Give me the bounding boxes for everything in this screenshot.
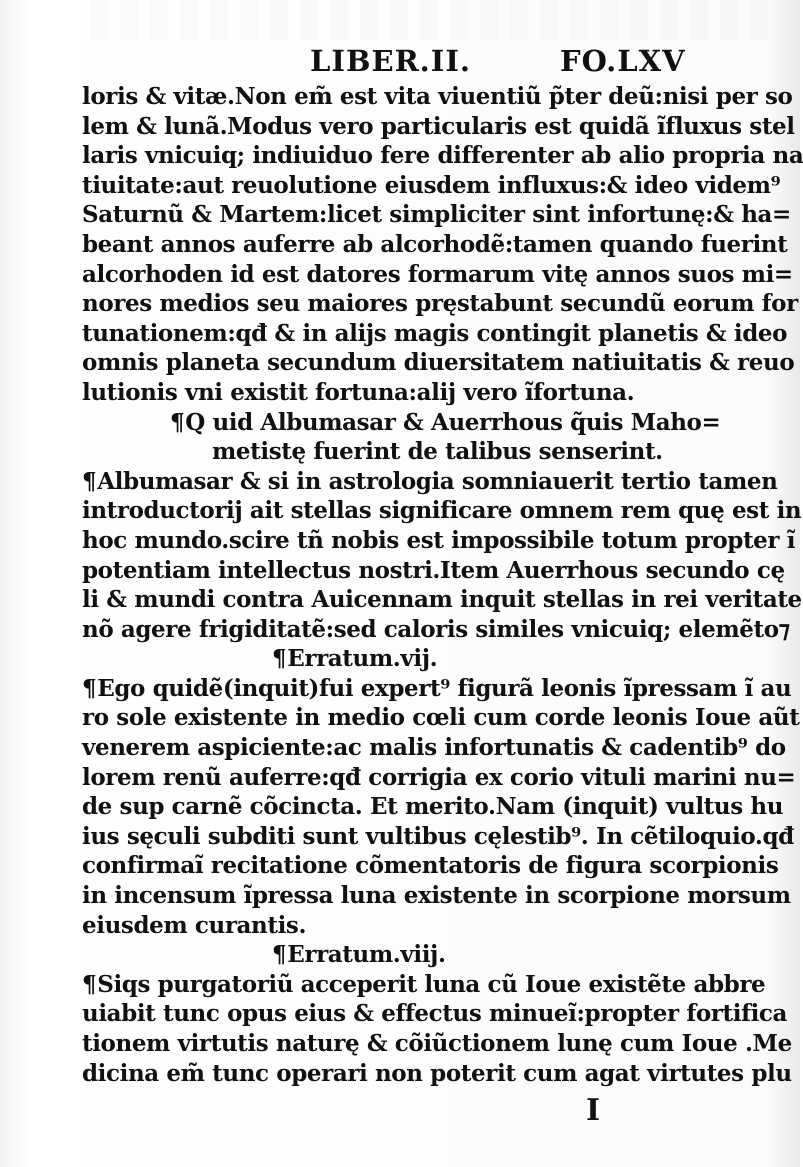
paragraph-mark-icon: ¶ <box>82 467 97 495</box>
folio-number: FO.LXV <box>560 44 686 78</box>
paragraph-mark-icon: ¶ <box>82 970 97 998</box>
signature-mark: I <box>586 1093 601 1128</box>
text-line: lutionis vni existit fortuna:alij vero ĩfortuna. <box>82 378 635 406</box>
text-line: lorem renũ auferre:qđ corrigia ex corio vituli marini nu= <box>82 763 796 791</box>
text-line: omnis planeta secundum diuersitatem natiuitatis & reuo <box>82 349 795 377</box>
text-line: lem & lunã.Modus vero particularis est quidã ĩfluxus stel <box>82 112 795 140</box>
text-block <box>82 82 803 1088</box>
text-line-content: Siqs purgatoriũ acceperit luna cũ Ioue existẽte abbre <box>97 970 766 998</box>
text-line: uiabit tunc opus eius & effectus minueĩ:propter fortifica <box>82 1000 788 1028</box>
text-line: Saturnũ & Martem:licet simpliciter sint infortunę:& ha= <box>82 201 791 229</box>
page-header <box>0 40 800 84</box>
show-through-texture <box>90 0 770 40</box>
text-line <box>82 970 766 1000</box>
text-line: tunationem:qđ & in alijs magis contingit planetis & ideo <box>82 319 788 347</box>
erratum-heading <box>82 644 712 674</box>
text-line-content: Albumasar & si in astrologia somniauerit tertio tamen <box>97 467 778 495</box>
text-line: in incensum ĩpressa luna existente in scorpione morsum <box>82 882 791 910</box>
text-line: loris & vitæ.Non em̃ est vita viuentiũ p̃ter deũ:nisi per so <box>82 83 793 110</box>
section-heading <box>82 408 721 438</box>
text-line: tionem virtutis naturę & cõiũctionem lunę cum Ioue .Me <box>82 1030 792 1057</box>
text-line: hoc mundo.scire tñ nobis est impossibile totum propter ĩ <box>82 526 796 554</box>
text-line: alcorhoden id est datores formarum vitę annos suos mi= <box>82 260 793 288</box>
paragraph-mark-icon: ¶ <box>170 408 185 436</box>
text-line: beant annos auferre ab alcorhodẽ:tamen quando fuerint <box>82 230 788 258</box>
text-line <box>82 467 778 497</box>
paragraph-mark-icon: ¶ <box>272 645 287 673</box>
text-line: ro sole existente in medio cœli cum corde leonis Ioue aũt <box>82 704 800 732</box>
text-line: introductorij ait stellas significare omnem rem quę est in <box>82 497 802 525</box>
text-line: potentiam intellectus nostri.Item Auerrhous secundo cę <box>82 556 785 584</box>
erratum-heading <box>82 940 712 970</box>
erratum-heading-text: Erratum.vij. <box>287 645 438 673</box>
text-line: venerem aspiciente:ac malis infortunatis & cadentib⁹ do <box>82 734 786 762</box>
section-heading-text: Q uid Albumasar & Auerrhous q̃uis Maho= <box>185 408 721 436</box>
text-line: nõ agere frigiditatẽ:sed caloris similes vnicuiq; elemẽto⁊ <box>82 615 790 643</box>
text-line: laris vnicuiq; indiuiduo fere differenter ab alio propria na <box>82 142 803 170</box>
text-line: dicina em̃ tunc operari non poterit cum agat virtutes plu <box>82 1059 792 1087</box>
text-line: de sup carnẽ cõcincta. Et merito.Nam (inquit) vultus hu <box>82 793 784 821</box>
text-line <box>82 674 792 704</box>
text-line: li & mundi contra Auicennam inquit stellas in rei veritate <box>82 586 802 614</box>
paragraph-mark-icon: ¶ <box>82 674 97 702</box>
text-line: ius sęculi subditi sunt vultibus cęlestib⁹. In cẽtiloquio.qđ <box>82 822 794 850</box>
erratum-heading-text: Erratum.viij. <box>287 941 446 969</box>
text-line: tiuitate:aut reuolutione eiusdem influxus:& ideo videm⁹ <box>82 171 781 199</box>
text-line: confirmaĩ recitatione cõmentatoris de figura scorpionis <box>82 852 779 880</box>
text-line-content: Ego quidẽ(inquit)fui expert⁹ figurã leonis ĩpressam ĩ au <box>97 674 792 702</box>
section-heading-continuation: metistę fuerint de talibus senserint. <box>212 438 663 466</box>
text-line: nores medios seu maiores pręstabunt secundũ eorum for <box>82 290 798 318</box>
paragraph-mark-icon: ¶ <box>272 941 287 969</box>
text-line: eiusdem curantis. <box>82 911 307 939</box>
running-title: LIBER.II. <box>310 44 471 78</box>
